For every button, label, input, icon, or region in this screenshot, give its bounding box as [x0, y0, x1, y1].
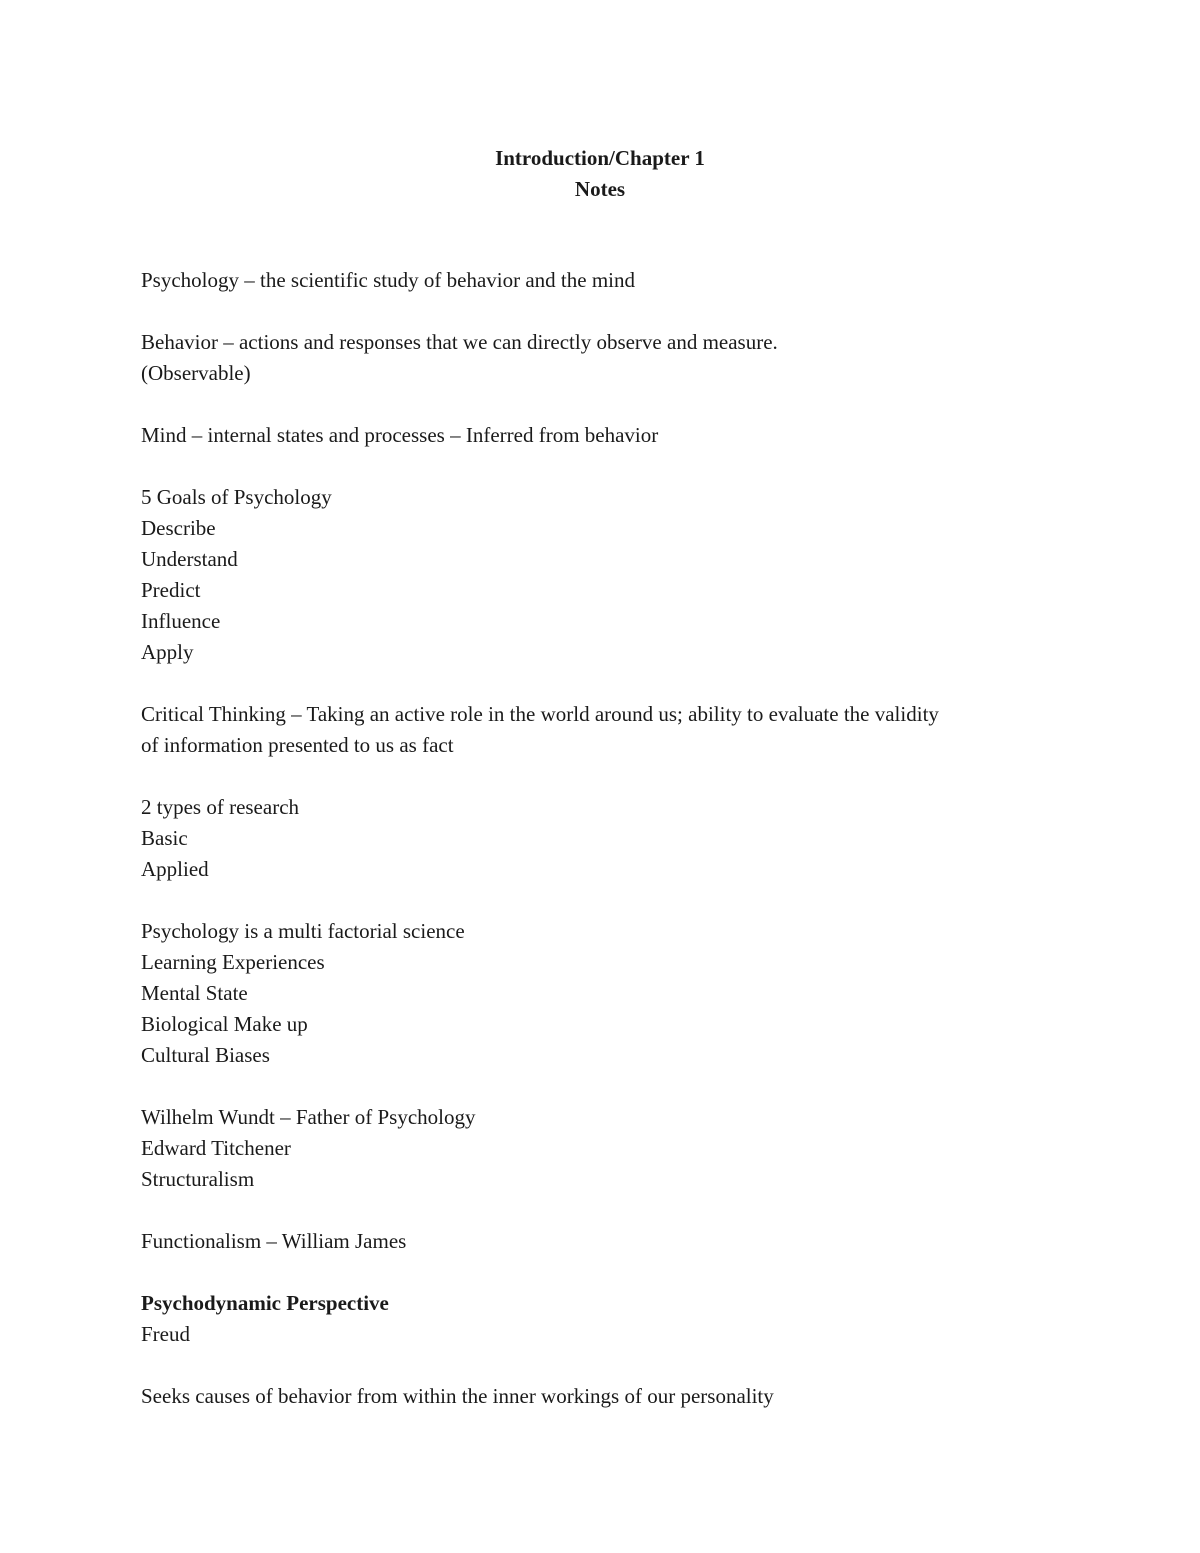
list-item: Cultural Biases	[141, 1043, 270, 1067]
wundt-line: Wilhelm Wundt – Father of Psychology	[141, 1105, 476, 1129]
list-item: Basic	[141, 826, 188, 850]
list-item: Mental State	[141, 981, 248, 1005]
document-title: Introduction/Chapter 1	[495, 146, 705, 170]
document-title-block	[0, 143, 1200, 205]
psychodynamic-definition: Seeks causes of behavior from within the inner workings of our personality	[141, 1384, 774, 1408]
structuralism-line: Structuralism	[141, 1167, 255, 1191]
list-item: Predict	[141, 578, 201, 602]
document-subtitle: Notes	[574, 177, 626, 201]
behavior-definition-note: (Observable)	[141, 361, 251, 385]
psychology-definition: Psychology – the scientific study of behavior and the mind	[141, 268, 635, 292]
list-item: Influence	[141, 609, 221, 633]
list-item: Apply	[141, 640, 194, 664]
list-item: Applied	[141, 857, 209, 881]
multifactorial-heading: Psychology is a multi factorial science	[141, 919, 465, 943]
list-item: Biological Make up	[141, 1012, 308, 1036]
research-heading: 2 types of research	[141, 795, 300, 819]
list-item: Describe	[141, 516, 216, 540]
psychodynamic-heading: Psychodynamic Perspective	[141, 1291, 389, 1315]
functionalism-line: Functionalism – William James	[141, 1229, 407, 1253]
critical-thinking-definition-cont: of information presented to us as fact	[141, 733, 454, 757]
freud-line: Freud	[141, 1322, 190, 1346]
goals-heading: 5 Goals of Psychology	[141, 485, 332, 509]
behavior-definition: Behavior – actions and responses that we can directly observe and measure.	[141, 330, 778, 354]
critical-thinking-definition: Critical Thinking – Taking an active role in the world around us; ability to evaluate the validity	[141, 702, 939, 726]
notes-body	[141, 265, 1061, 1412]
list-item: Learning Experiences	[141, 950, 325, 974]
list-item: Understand	[141, 547, 238, 571]
titchener-line: Edward Titchener	[141, 1136, 291, 1160]
mind-definition: Mind – internal states and processes – Inferred from behavior	[141, 423, 659, 447]
